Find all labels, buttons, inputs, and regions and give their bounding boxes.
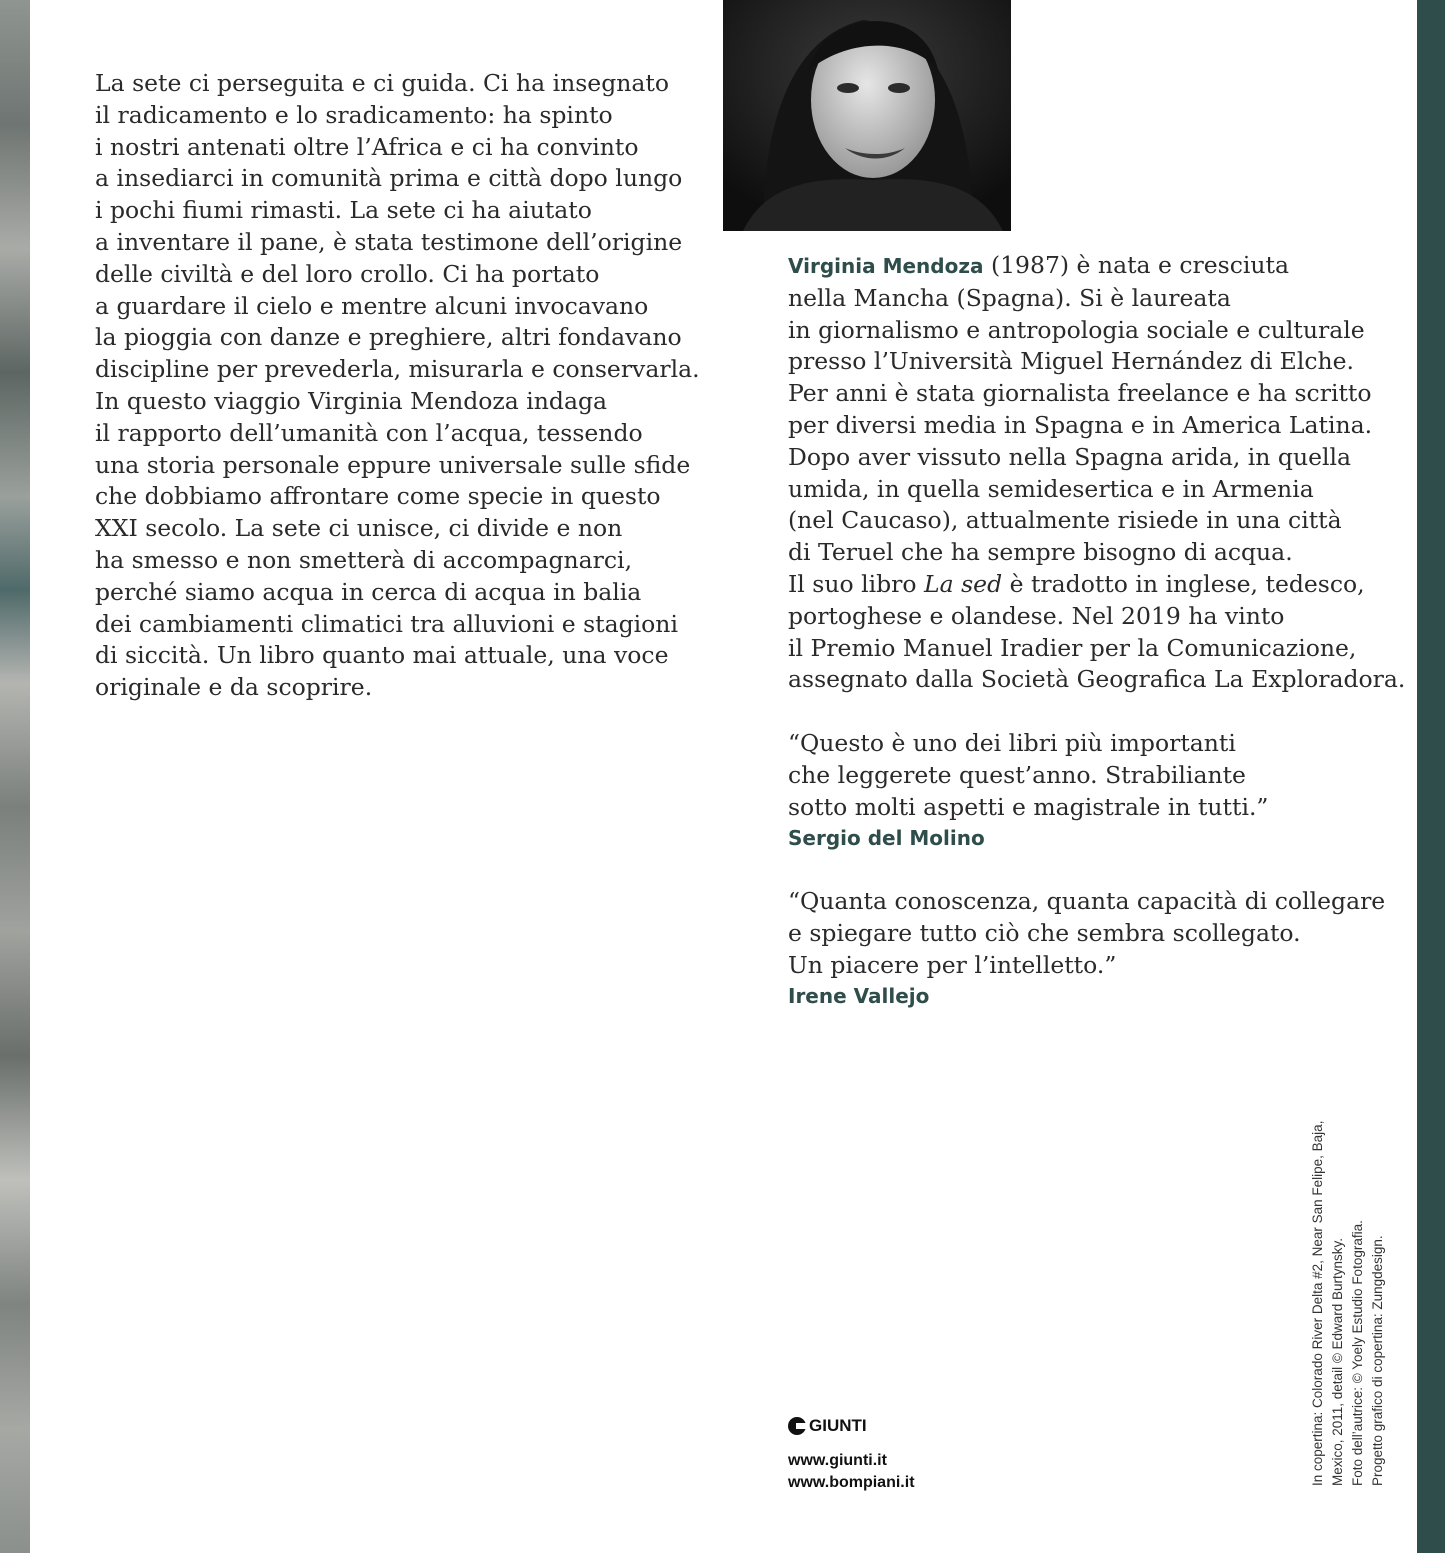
blurb-line: In questo viaggio Virginia Mendoza indaga [95, 386, 608, 415]
cover-credits [1308, 1106, 1388, 1486]
credit-line: Mexico, 2011, detail © Edward Burtynsky. [1330, 1237, 1345, 1486]
quote-line: “Quanta conoscenza, quanta capacità di collegare [788, 887, 1386, 915]
book-title: La sed [924, 569, 1003, 598]
quote-author: Sergio del Molino [788, 826, 985, 851]
author-photo [723, 0, 1011, 231]
quote-line: sotto molti aspetti e magistrale in tutti.” [788, 792, 1269, 821]
bio-line: Per anni è stata giornalista freelance e ha scritto [788, 379, 1372, 408]
blurb-line: i nostri antenati oltre l’Africa e ci ha convinto [95, 132, 639, 161]
publisher-url: www.bompiani.it [788, 1474, 915, 1491]
quote-line: che leggerete quest’anno. Strabiliante [788, 760, 1246, 789]
quote-line: “Questo è uno dei libri più importanti [788, 729, 1236, 757]
author-name: Virginia Mendoza [788, 254, 984, 278]
blurb-line: il rapporto dell’umanità con l’acqua, tessendo [95, 418, 643, 447]
credit-line: Foto dell’autrice: © Yoely Estudio Fotografia. [1350, 1220, 1365, 1486]
spine-color-band [1417, 0, 1445, 1553]
review-quote [788, 886, 1385, 1013]
quote-line: Un piacere per l’intelletto.” [788, 950, 1117, 979]
credit-line: Progetto grafico di copertina: Zungdesign. [1370, 1235, 1385, 1486]
bio-text: (1987) è nata e cresciuta [983, 251, 1290, 279]
blurb-line: a inventare il pane, è stata testimone dell’origine [95, 227, 683, 256]
author-bio [788, 250, 1406, 696]
book-blurb [95, 68, 700, 704]
credit-line: In copertina: Colorado River Delta #2, Near San Felipe, Baja, [1310, 1120, 1325, 1486]
publisher-name: GIUNTI [809, 1416, 867, 1435]
giunti-logo-icon [788, 1417, 806, 1435]
blurb-line: perché siamo acqua in cerca di acqua in balia [95, 577, 642, 606]
blurb-line: di siccità. Un libro quanto mai attuale, una voce [95, 641, 669, 670]
bio-line: Dopo aver vissuto nella Spagna arida, in quella [788, 442, 1352, 471]
blurb-line: i pochi fiumi rimasti. La sete ci ha aiutato [95, 196, 592, 225]
blurb-line: a guardare il cielo e mentre alcuni invocavano [95, 291, 649, 320]
blurb-line: il radicamento e lo sradicamento: ha spinto [95, 100, 613, 129]
bio-line: nella Mancha (Spagna). Si è laureata [788, 283, 1231, 312]
bio-text: Il suo libro [788, 569, 925, 598]
bio-book-line [788, 569, 1388, 601]
bio-line: il Premio Manuel Iradier per la Comunicazione, [788, 633, 1357, 662]
blurb-line: XXI secolo. La sete ci unisce, ci divide e non [95, 514, 623, 543]
blurb-line: dei cambiamenti climatici tra alluvioni e stagioni [95, 609, 678, 638]
bio-first-line [788, 250, 1388, 283]
cover-photo-strip [0, 0, 30, 1553]
blurb-line: a insediarci in comunità prima e città dopo lungo [95, 164, 683, 193]
blurb-line: delle civiltà e del loro crollo. Ci ha portato [95, 259, 600, 288]
bio-line: presso l’Università Miguel Hernández di Elche. [788, 347, 1355, 376]
blurb-line: discipline per prevederla, misurarla e conservarla. [95, 355, 700, 384]
quote-line: e spiegare tutto ciò che sembra scollegato. [788, 918, 1301, 947]
review-quote [788, 728, 1268, 855]
blurb-line: che dobbiamo affrontare come specie in questo [95, 482, 661, 511]
blurb-line: la pioggia con danze e preghiere, altri fondavano [95, 323, 682, 352]
bio-line: umida, in quella semidesertica e in Armenia [788, 474, 1314, 503]
publisher-url: www.giunti.it [788, 1452, 887, 1469]
bio-line: per diversi media in Spagna e in America Latina. [788, 410, 1373, 439]
bio-line: portoghese e olandese. Nel 2019 ha vinto [788, 601, 1285, 630]
blurb-line: originale e da scoprire. [95, 673, 373, 702]
blurb-line: una storia personale eppure universale sulle sfide [95, 450, 691, 479]
publisher-logo [788, 1416, 867, 1436]
bio-line: in giornalismo e antropologia sociale e culturale [788, 315, 1365, 344]
bio-line: assegnato dalla Società Geografica La Exploradora. [788, 665, 1406, 694]
blurb-line: ha smesso e non smetterà di accompagnarci, [95, 545, 633, 574]
blurb-line: La sete ci perseguita e ci guida. Ci ha insegnato [95, 69, 669, 97]
bio-line: di Teruel che ha sempre bisogno di acqua. [788, 538, 1293, 567]
bio-text: è tradotto in inglese, tedesco, [1002, 569, 1365, 598]
bio-line: (nel Caucaso), attualmente risiede in una città [788, 506, 1342, 535]
publisher-urls [788, 1450, 915, 1494]
quote-author: Irene Vallejo [788, 984, 930, 1009]
